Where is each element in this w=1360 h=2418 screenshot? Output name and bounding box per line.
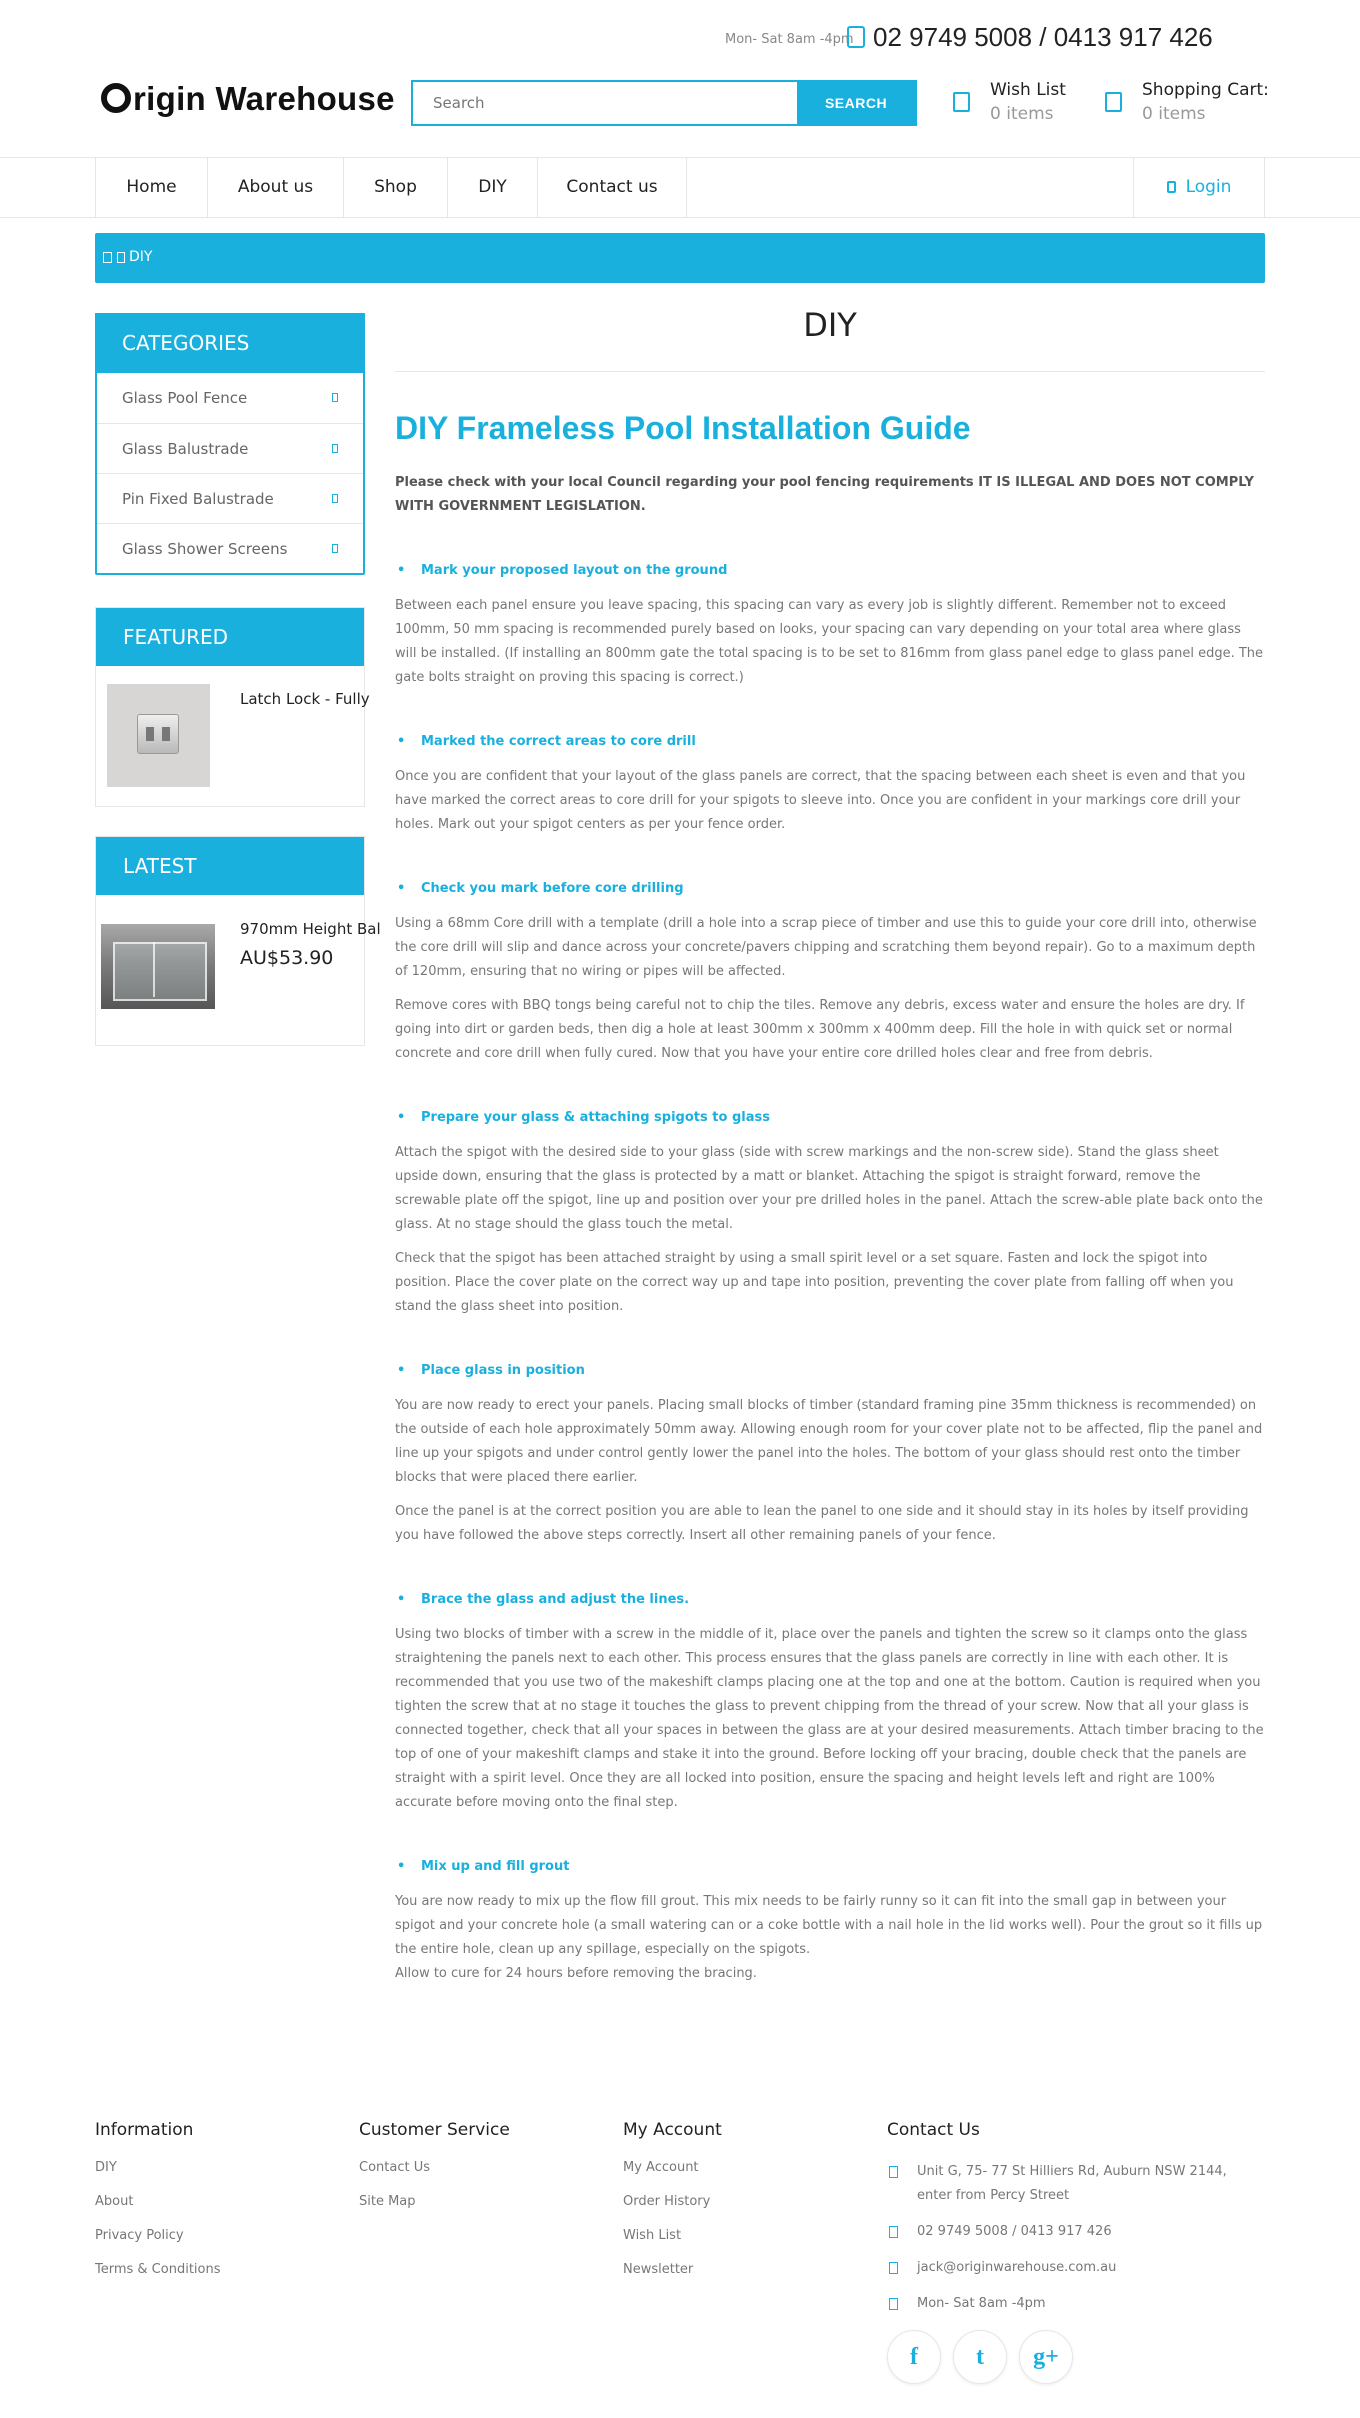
phone-icon <box>847 26 865 48</box>
category-glass-balustrade[interactable] <box>97 423 363 473</box>
nav-shop[interactable]: Shop <box>343 157 447 217</box>
step-paragraph: You are now ready to mix up the flow fill grout. This mix needs to be fairly runny so it can fit into the small gap in between your spigot and your concrete hole (a small watering can or a coke bottle with a nail hole in the lid works well). Pour the grout so it fills up the entire hole, clean up any spillage, especially on the spigots. <box>395 1894 1263 1957</box>
step-heading: • Marked the correct areas to core drill <box>395 732 1265 752</box>
guide-step <box>395 1590 1265 1815</box>
category-label: Glass Shower Screens <box>122 539 288 558</box>
footer-link-privacy[interactable]: Privacy Policy <box>95 2228 184 2243</box>
home-icon[interactable] <box>103 252 112 263</box>
map-marker-icon <box>889 2166 898 2178</box>
latch-lock-image <box>137 714 179 754</box>
footer-link-newsletter[interactable]: Newsletter <box>623 2262 694 2277</box>
footer-my-account <box>623 2120 722 2296</box>
guide-step <box>395 1857 1265 1986</box>
cart-count: 0 items <box>1142 104 1206 124</box>
step-heading: • Place glass in position <box>395 1361 1265 1381</box>
category-label: Glass Balustrade <box>122 439 249 458</box>
chevron-right-icon <box>332 494 338 503</box>
logo-text: rigin Warehouse <box>133 80 395 117</box>
featured-box <box>95 607 370 807</box>
featured-product-image[interactable] <box>107 684 210 787</box>
heart-icon <box>953 92 970 112</box>
contact-address <box>887 2160 1227 2208</box>
chevron-right-icon <box>117 252 125 263</box>
categories-title: CATEGORIES <box>95 313 365 373</box>
guide-step <box>395 561 1265 690</box>
search-button[interactable]: SEARCH <box>797 82 915 124</box>
envelope-icon <box>889 2262 898 2274</box>
step-paragraph: Check that the spigot has been attached straight by using a small spirit level or a set square. Fasten and lock the spigot into position. Place the cover plate on the correct way up and tape into position, preventing the cover plate from falling off when you stand the glass sheet into position. <box>395 1251 1234 1314</box>
featured-product-name[interactable]: Latch Lock - Fully <box>240 690 370 708</box>
footer-heading: My Account <box>623 2120 722 2140</box>
step-paragraph: Using a 68mm Core drill with a template (drill a hole into a scrap piece of timber and use this to guide your core drill into, otherwise the core drill will slip and dance across your concrete/pavers chipping and scratching them beyond repair). Go to a maximum depth of 120mm, ensuring that no wiring or pipes will be affected. <box>395 916 1257 979</box>
council-warning: Please check with your local Council regarding your pool fencing requirements IT IS ILLEGAL AND DOES NOT COMPLY WITH GOVERNMENT LEGISLATION. <box>395 475 1254 514</box>
footer-link-wish-list[interactable]: Wish List <box>623 2228 682 2243</box>
footer-link-diy[interactable]: DIY <box>95 2160 117 2175</box>
main-nav <box>95 157 1265 217</box>
nav-about-us[interactable]: About us <box>207 157 343 217</box>
step-paragraph: Once the panel is at the correct position you are able to lean the panel to one side and it should stay in its holes by itself providing you have followed the above steps correctly. Insert all other remaining panels of your fence. <box>395 1504 1249 1543</box>
footer-heading: Information <box>95 2120 194 2140</box>
clock-icon <box>889 2298 898 2310</box>
latest-title: LATEST <box>96 837 364 895</box>
footer-link-terms[interactable]: Terms & Conditions <box>95 2262 221 2277</box>
footer-link-my-account[interactable]: My Account <box>623 2160 699 2175</box>
wishlist-count: 0 items <box>990 104 1054 124</box>
latest-product-image[interactable] <box>101 924 215 1009</box>
hours-text: Mon- Sat 8am -4pm <box>917 2296 1046 2311</box>
phone-text: 02 9749 5008 / 0413 917 426 <box>917 2224 1112 2239</box>
breadcrumb <box>95 233 1265 283</box>
guide-step <box>395 879 1265 1066</box>
footer-link-order-history[interactable]: Order History <box>623 2194 711 2209</box>
cart-icon <box>1105 92 1122 112</box>
footer-link-sitemap[interactable]: Site Map <box>359 2194 416 2209</box>
guide-step <box>395 1108 1265 1319</box>
nav-contact-us[interactable]: Contact us <box>537 157 687 217</box>
chevron-right-icon <box>332 444 338 453</box>
step-heading: • Prepare your glass & attaching spigots to glass <box>395 1108 1265 1128</box>
footer-heading: Contact Us <box>887 2120 980 2140</box>
step-heading: • Brace the glass and adjust the lines. <box>395 1590 1265 1610</box>
footer-information <box>95 2120 221 2296</box>
logo-ring-icon <box>101 83 131 113</box>
login-label: Login <box>1185 177 1232 197</box>
step-paragraph: Allow to cure for 24 hours before removing the bracing. <box>395 1966 757 1981</box>
category-pin-fixed-balustrade[interactable] <box>97 473 363 523</box>
footer-link-contact[interactable]: Contact Us <box>359 2160 430 2175</box>
step-paragraph: Once you are confident that your layout of the glass panels are correct, that the spacing between each sheet is even and that you have marked the correct areas to core drill for your spigots to sleeve into. Once you are confident in your markings core drill your holes. Mark out your spigot centers as per your fence order. <box>395 769 1246 832</box>
step-paragraph: Between each panel ensure you leave spacing, this spacing can vary as every job is slightly different. Remember not to exceed 100mm, 50 mm spacing is recommended purely based on looks, your spacing can vary depending on your total area where glass will be installed. (If installing an 800mm gate the total spacing is to be set to 816mm from glass panel edge to glass panel edge. The gate bolts straight on proving this spacing is correct.) <box>395 598 1264 685</box>
category-glass-pool-fence[interactable] <box>97 373 363 423</box>
google-plus-icon[interactable]: g+ <box>1019 2330 1073 2384</box>
social-links <box>887 2330 1227 2384</box>
guide-title: DIY Frameless Pool Installation Guide <box>395 410 971 446</box>
step-heading: • Check you mark before core drilling <box>395 879 1265 899</box>
phone-icon <box>889 2226 898 2238</box>
footer-contact <box>887 2120 1227 2384</box>
facebook-icon[interactable]: f <box>887 2330 941 2384</box>
twitter-icon[interactable]: t <box>953 2330 1007 2384</box>
site-logo[interactable] <box>101 80 395 118</box>
latest-product-name[interactable]: 970mm Height Bal <box>240 920 381 938</box>
nav-home[interactable]: Home <box>95 157 207 217</box>
header <box>95 70 1269 150</box>
wishlist-label: Wish List <box>990 80 1066 100</box>
nav-diy[interactable]: DIY <box>447 157 537 217</box>
breadcrumb-current[interactable]: DIY <box>129 249 153 265</box>
footer-link-about[interactable]: About <box>95 2194 134 2209</box>
footer-heading: Customer Service <box>359 2120 510 2140</box>
email-text: jack@originwarehouse.com.au <box>917 2260 1117 2275</box>
top-bar <box>95 20 1265 56</box>
search-input[interactable] <box>413 82 797 124</box>
step-heading: • Mix up and fill grout <box>395 1857 1265 1877</box>
latest-product-price: AU$53.90 <box>240 947 334 969</box>
guide-step <box>395 1361 1265 1548</box>
main-content <box>395 297 1265 1986</box>
opening-hours: Mon- Sat 8am -4pm <box>725 32 854 47</box>
contact-hours <box>887 2292 1227 2316</box>
footer-customer-service <box>359 2120 510 2228</box>
phone-number[interactable]: 02 9749 5008 / 0413 917 426 <box>873 22 1213 52</box>
categories-box <box>95 313 365 575</box>
lock-icon <box>1167 181 1176 193</box>
cart-label: Shopping Cart: <box>1142 80 1269 100</box>
login-link[interactable] <box>1133 157 1265 217</box>
category-label: Pin Fixed Balustrade <box>122 489 274 508</box>
step-paragraph: Remove cores with BBQ tongs being careful not to chip the tiles. Remove any debris, excess water and ensure the holes are dry. If going into dirt or garden beds, then dig a hole at least 300mm x 300mm x 400mm deep. Fill the hole in with quick set or normal concrete and core drill when fully cured. Now that you have your entire core drilled holes clear and free from debris. <box>395 998 1245 1061</box>
chevron-right-icon <box>332 544 338 553</box>
category-glass-shower-screens[interactable] <box>97 523 363 573</box>
step-paragraph: Using two blocks of timber with a screw in the middle of it, place over the panels and tighten the screw so it clamps onto the glass straightening the panels next to each other. This process ensures that the glass panels are correctly in line with each other. It is recommended that you use two of the makeshift clamps placing one at the top and one at the bottom. Caution is required when you tighten the screw that at no stage it touches the glass to prevent chipping from the thread of your screw. Now that all your glass is connected together, check that all your spaces in between the glass are at your desired measurements. Attach timber bracing to the top of one of your makeshift clamps and stake it into the ground. Before locking off your bracing, double check that the panels are straight with a spirit level. Once they are all locked into position, ensure the spacing and height levels left and right are 100% accurate before moving onto the final step. <box>395 1627 1264 1810</box>
nav-divider <box>0 217 1360 218</box>
address-text: Unit G, 75- 77 St Hilliers Rd, Auburn NSW 2144, enter from Percy Street <box>917 2164 1227 2203</box>
chevron-right-icon <box>332 393 338 402</box>
search-bar <box>411 80 917 126</box>
latest-box <box>95 836 381 1046</box>
featured-title: FEATURED <box>96 608 364 666</box>
step-paragraph: Attach the spigot with the desired side to your glass (side with screw markings and the non-screw side). Stand the glass sheet upside down, ensuring that the glass is protected by a matt or blanket. Attaching the spigot is straight forward, remove the screwable plate off the spigot, line up and position over your pre drilled holes in the panel. Attach the screw-able plate back onto the glass. At no stage should the glass touch the metal. <box>395 1145 1263 1232</box>
guide-step <box>395 732 1265 837</box>
category-label: Glass Pool Fence <box>122 389 248 407</box>
contact-phone[interactable] <box>887 2220 1227 2244</box>
step-heading: • Mark your proposed layout on the ground <box>395 561 1265 581</box>
step-paragraph: You are now ready to erect your panels. Placing small blocks of timber (standard framing pine 35mm thickness is recommended) on the outside of each hole approximately 50mm away. Allowing enough room for your cover plate not to be affected, flip the panel and line up your spigots and under control gently lower the panel into the holes. The bottom of your glass should rest onto the timber blocks that were placed there earlier. <box>395 1398 1263 1485</box>
contact-email[interactable] <box>887 2256 1227 2280</box>
page-title: DIY <box>395 297 1265 372</box>
